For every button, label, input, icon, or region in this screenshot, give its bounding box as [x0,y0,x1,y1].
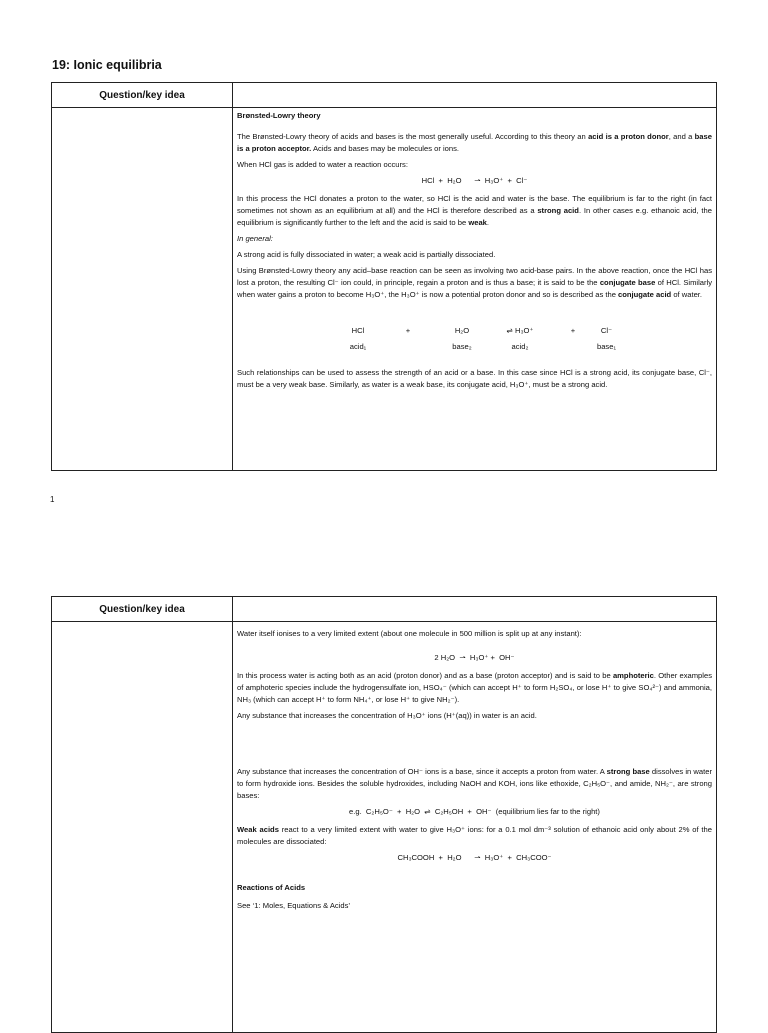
paragraph-strong-weak: In this process the HCl donates a proton to the water, so HCl is the acid and water is the base. The equilibrium is far to the right (in fact sometimes not shown as an equilibrium at all) and the HCl is therefore described as a strong acid. In other cases e.g. ethanoic acid, the equilibrium is significantly further to the left and the acid is said to be weak. [237,194,712,227]
paragraph-strength-assessment: Such relationships can be used to assess the strength of an acid or a base. In this case since HCl is a strong acid, its conjugate base, Cl⁻, must be a very weak base. Similarly, as water is a weak base, its conjugate acid, H₃O⁺, must be a strong acid. [237,368,712,389]
pair-plus-1: + [405,326,411,335]
paragraph-acid-definition: Any substance that increases the concentration of H₃O⁺ ions (H⁺(aq)) in water is an acid. [237,711,537,720]
page-number: 1 [50,495,55,504]
pair-label-acid2: acid₂ [511,342,529,351]
pair-species-h3o: ⇌ H₃O⁺ [506,326,534,335]
pair-label-base1: base₁ [596,342,617,351]
pair-species-hcl: HCl [351,326,365,335]
column-header-question-key-idea: Question/key idea [52,597,233,622]
question-table-1 [51,82,717,471]
content-cell [233,622,717,1033]
paragraph-definition: The Brønsted-Lowry theory of acids and bases is the most generally useful. According to this theory an acid is a proton donor, and a base is a proton acceptor. Acids and bases may be molecules or ions. [237,132,712,153]
paragraph-conjugate-pairs: Using Brønsted-Lowry theory any acid–base reaction can be seen as involving two acid-base pairs. In the above reaction, once the HCl has lost a proton, the resulting Cl⁻ ion could, in principle, regain a proton and is thus a base; it is said to be the conjugate base of HCl. Similarly when water gains a proton to become H₃O⁺, the H₃O⁺ is now a potential proton donor and so is described as the conjugate acid of water. [237,266,713,299]
paragraph-see-reference: See ‘1: Moles, Equations & Acids’ [237,901,351,910]
section-heading: Brønsted-Lowry theory [237,111,321,120]
equation-ethanoic-acid: CH₃COOH + H₂O ⇀ H₃O⁺ + CH₃COO⁻ [397,853,552,862]
question-cell [52,622,233,1033]
pair-label-blank-2 [549,341,597,353]
document-title: 19: Ionic equilibria [52,58,162,72]
pair-label-base2: base₂ [452,342,472,351]
column-header-empty [233,597,717,622]
pair-label-acid1: acid₁ [349,342,367,351]
pair-species-cl: Cl⁻ [600,326,613,335]
paragraph-dissociation: A strong acid is fully dissociated in water; a weak acid is partially dissociated. [237,250,496,259]
column-header-empty [233,83,717,108]
paragraph-hcl-intro: When HCl gas is added to water a reaction occurs: [237,160,408,169]
question-cell [52,108,233,471]
question-table-2 [51,596,717,1033]
equation-ethoxide: e.g. C₂H₅O⁻ + H₂O ⇌ C₂H₅OH + OH⁻ (equilibrium lies far to the right) [349,807,600,816]
paragraph-water-ionises: Water itself ionises to a very limited extent (about one molecule in 500 million is split up at any instant): [237,629,582,638]
pair-species-h2o: H₂O [454,326,470,335]
content-cell [233,108,717,471]
equation-hcl-water: HCl + H₂O ⇀ H₃O⁺ + Cl⁻ [421,176,528,185]
section-heading-reactions-of-acids: Reactions of Acids [237,883,306,892]
conjugate-pairs-diagram [237,325,712,353]
paragraph-weak-acids: Weak acids react to a very limited extent with water to give H₃O⁺ ions: for a 0.1 mol dm⁻³ solution of ethanoic acid only about 2% of the molecules are dissociated: [237,825,712,846]
paragraph-amphoteric: In this process water is acting both as an acid (proton donor) and as a base (proton acceptor) and is said to be amphoteric. Other examples of amphoteric species include the hydrogensulfate ion, HSO₄⁻ (which can accept H⁺ to form H₂SO₄, or lose H⁺ to give SO₄²⁻) and ammonia, NH₃ (which can accept H⁺ to form NH₄⁺, or lose H⁺ to give NH₂⁻). [237,671,712,704]
pair-plus-2: + [570,326,576,335]
paragraph-in-general: In general: [237,234,273,243]
column-header-question-key-idea: Question/key idea [52,83,233,108]
pair-label-blank-1 [383,341,433,353]
equation-water-autoionisation: 2 H₂O ⇀ H₃O⁺ + OH⁻ [434,653,515,662]
paragraph-strong-base: Any substance that increases the concentration of OH⁻ ions is a base, since it accepts a proton from water. A strong base dissolves in water to form hydroxide ions. Besides the soluble hydroxides, including NaOH and KOH, ions like ethoxide, C₂H₅O⁻, and amide, NH₂⁻, are strong bases: [237,767,712,800]
